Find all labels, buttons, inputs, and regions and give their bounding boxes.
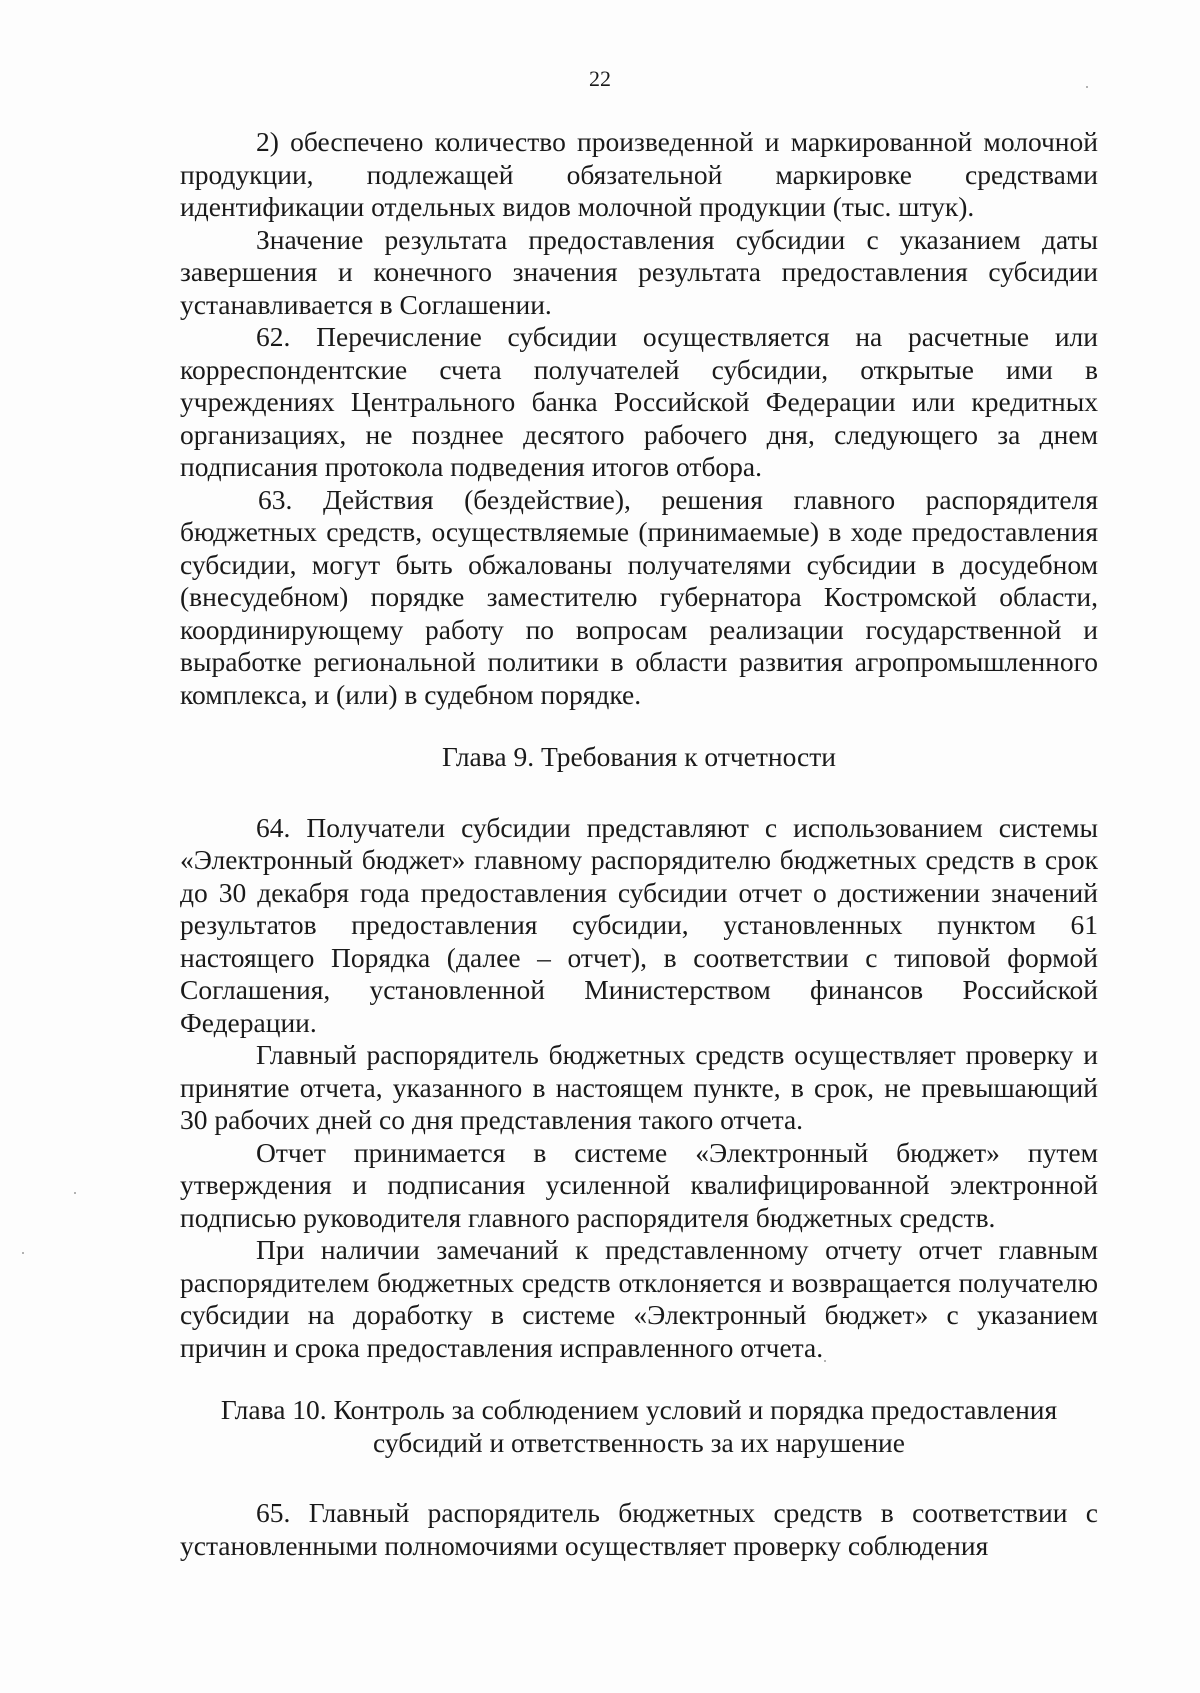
- scan-speck: [22, 1252, 24, 1254]
- scan-speck: [1086, 86, 1088, 88]
- document-body: [180, 126, 1098, 1562]
- paragraph-63: 63. Действия (бездействие), решения главного распорядителя бюджетных средств, осуществляемые (принимаемые) в ходе предоставления субсидии, могут быть обжалованы получателями субсидии в досудебном (внесудебном) порядке заместителю губернатора Костромской области, координирующему работу по вопросам реализации государственной и выработке региональной политики в области развития агропромышленного комплекса, и (или) в судебном порядке.: [180, 483, 1098, 710]
- paragraph-65: 65. Главный распорядитель бюджетных средств в соответствии с установленными полномочиями осуществляет проверку соблюдения: [180, 1497, 1098, 1561]
- paragraph-report-check: Главный распорядитель бюджетных средств осуществляет проверку и принятие отчета, указанного в настоящем пункте, в срок, не превышающий 30 рабочих дней со дня представления такого отчета.: [180, 1039, 1098, 1135]
- paragraph-result-value: Значение результата предоставления субсидии с указанием даты завершения и конечного значения результата предоставления субсидии устанавливается в Соглашении.: [180, 223, 1098, 320]
- chapter-10-heading-line-1: Глава 10. Контроль за соблюдением условий и порядка предоставления: [220, 1394, 1058, 1425]
- paragraph-report-remarks: При наличии замечаний к представленному отчету отчет главным распорядителем бюджетных средств отклоняется и возвращается получателю субсидии на доработку в системе «Электронный бюджет» с указанием причин и срока предоставления исправленного отчета.: [180, 1234, 1098, 1363]
- scan-speck: [824, 1360, 826, 1362]
- scan-speck: [74, 1192, 76, 1194]
- chapter-10-heading-line-2: субсидий и ответственность за их нарушение: [373, 1426, 905, 1458]
- paragraph-result-2: 2) обеспечено количество произведенной и маркированной молочной продукции, подлежащей обязательной маркировке средствами идентификации отдельных видов молочной продукции (тыс. штук).: [180, 126, 1098, 222]
- chapter-10-heading: [180, 1394, 1098, 1459]
- chapter-9-heading: Глава 9. Требования к отчетности: [442, 741, 836, 772]
- paragraph-62: 62. Перечисление субсидии осуществляется на расчетные или корреспондентские счета получателей субсидии, открытые ими в учреждениях Центрального банка Российской Федерации или кредитных организациях, не позднее десятого рабочего дня, следующего за днем подписания протокола подведения итогов отбора.: [180, 321, 1098, 482]
- paragraph-64: 64. Получатели субсидии представляют с использованием системы «Электронный бюджет» главному распорядителю бюджетных средств в срок до 30 декабря года предоставления субсидии отчет о достижении значений результатов предоставления субсидии, установленных пунктом 61 настоящего Порядка (далее – отчет), в соответствии с типовой формой Соглашения, установленной Министерством финансов Российской Федерации.: [180, 811, 1098, 1038]
- page-number: 22: [589, 66, 611, 91]
- paragraph-report-acceptance: Отчет принимается в системе «Электронный бюджет» путем утверждения и подписания усиленной квалифицированной электронной подписью руководителя главного распорядителя бюджетных средств.: [180, 1136, 1098, 1233]
